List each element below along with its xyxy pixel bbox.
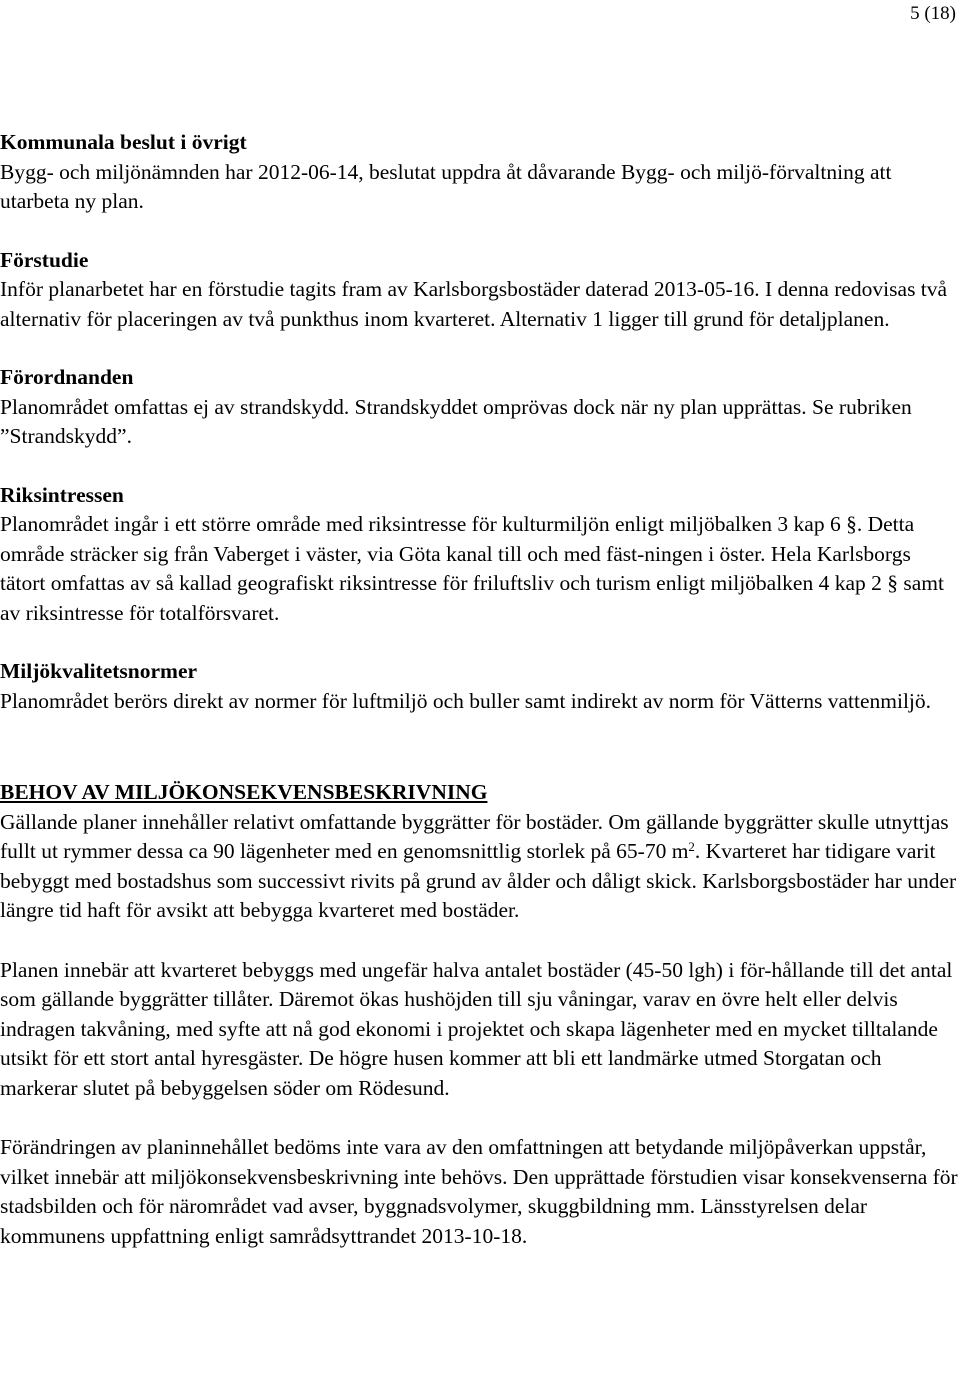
section-miljokvalitetsnormer	[0, 657, 958, 716]
section-heading: BEHOV AV MILJÖKONSEKVENSBESKRIVNING	[0, 780, 488, 804]
section-heading: Förordnanden	[0, 365, 134, 389]
superscript: 2	[688, 839, 695, 854]
section-paragraph: Planområdet omfattas ej av strandskydd. Strandskyddet omprövas dock när ny plan upprättas. Se rubriken ”Strandskydd”.	[0, 394, 912, 448]
paragraph-text: Gällande planer innehåller relativt omfattande byggrätter för bostäder. Om gällande byggrätter skulle utnyttjas fullt ut rymmer dessa ca 90 lägenheter med en genomsnittlig storlek på 65-70 m	[0, 809, 949, 863]
section-heading: Kommunala beslut i övrigt	[0, 130, 247, 154]
page-number: 5 (18)	[910, 3, 956, 24]
section-paragraph: Förändringen av planinnehållet bedöms inte vara av den omfattningen att betydande miljöpåverkan uppstår, vilket innebär att miljökonsekvensbeskrivning inte behövs. Den upprättade förstudien visar konsekvenserna för stadsbilden och för närområdet vad avser, byggnadsvolymer, skuggbildning mm. Länsstyrelsen delar kommunens uppfattning enligt samrådsyttrandet 2013-10-18.	[0, 1135, 958, 1248]
section-kommunala-beslut	[0, 128, 958, 217]
section-heading: Förstudie	[0, 247, 89, 272]
section-paragraph	[0, 808, 958, 926]
section-riksintressen	[0, 481, 958, 629]
section-forordnanden	[0, 363, 958, 452]
section-paragraph: Planområdet ingår i ett större område med riksintresse för kulturmiljön enligt miljöbalken 3 kap 6 §. Detta område sträcker sig från Vaberget i väster, via Göta kanal till och med fäst-ningen i öster. Hela Karlsborgs tätort omfattas av så kallad geografiskt riksintresse för friluftsliv och turism enligt miljöbalken 4 kap 2 § samt av riksintresse för totalförsvaret.	[0, 512, 944, 625]
section-paragraph: Inför planarbetet har en förstudie tagits fram av Karlsborgsbostäder daterad 2013-05-16. I denna redovisas två alternativ för placeringen av två punkthus inom kvarteret. Alternativ 1 ligger till grund för detaljplanen.	[0, 277, 948, 331]
section-paragraph: Planen innebär att kvarteret bebyggs med ungefär halva antalet bostäder (45-50 lgh) i för-hållande till det antal som gällande byggrätter tillåter. Däremot ökas hushöjden till sju våningar, varav en övre helt eller delvis indragen takvåning, med syfte att nå god ekonomi i projektet och skapa lägenheter med en mycket tilltalande utsikt för ett stort antal hyresgäster. De högre husen kommer att bli ett landmärke utmed Storgatan och markerar slutet på bebyggelsen söder om Rödesund.	[0, 957, 953, 1100]
section-heading: Riksintressen	[0, 482, 124, 507]
section-paragraph: Planområdet berörs direkt av normer för luftmiljö och buller samt indirekt av norm för Vätterns vattenmiljö.	[0, 688, 932, 713]
paragraph-text: . Kvarteret har tidigare varit bebyggt med bostadshus som successivt rivits på grund av ålder och dåligt skick. Karlsborgsbostäder har under längre tid haft för avsikt att bebygga kvarteret med bostäder.	[0, 839, 957, 922]
section-behov-mkb	[0, 778, 958, 1251]
section-paragraph: Bygg- och miljönämnden har 2012-06-14, beslutat uppdra åt dåvarande Bygg- och miljö-förvaltning att utarbeta ny plan.	[0, 159, 892, 213]
section-heading: Miljökvalitetsnormer	[0, 659, 198, 683]
section-forstudie	[0, 246, 958, 335]
document-body	[0, 128, 958, 1251]
